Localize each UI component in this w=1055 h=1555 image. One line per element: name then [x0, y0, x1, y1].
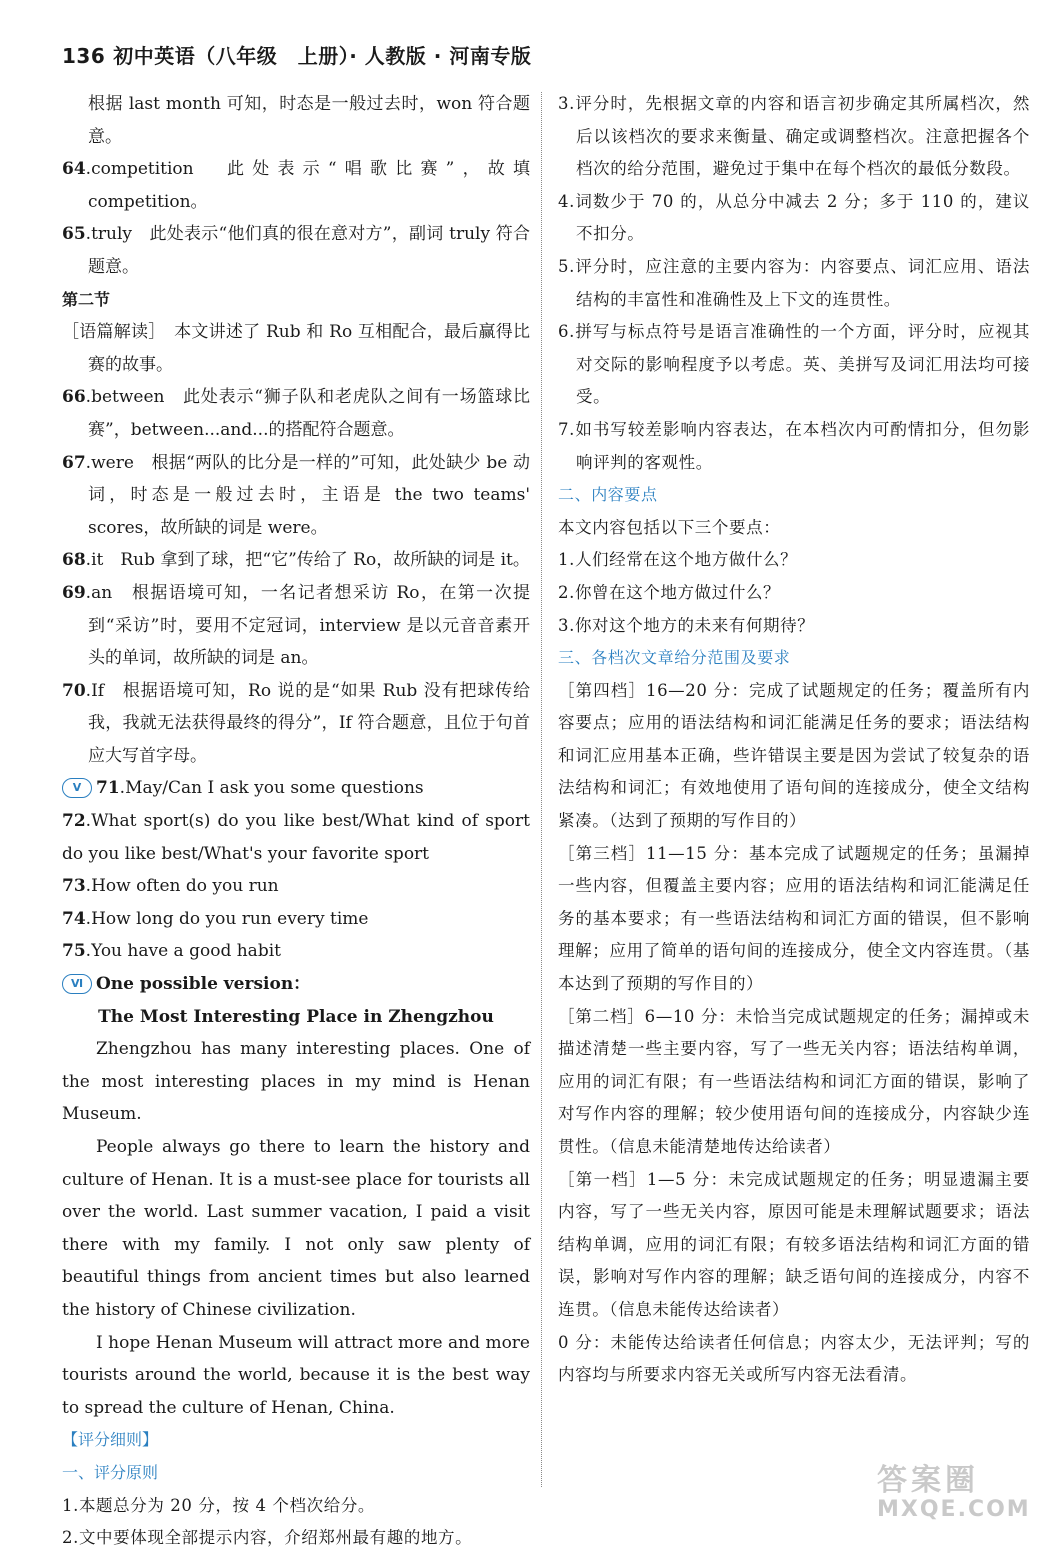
- level-0: 0 分：未能传达给读者任何信息；内容太少，无法评判；写的内容均与所要求内容无关或所写内容无法看清。: [558, 1332, 1030, 1385]
- rule-2: 2.文中要体现全部提示内容，介绍郑州最有趣的地方。: [62, 1528, 473, 1548]
- answer-70: 70.If 根据语境可知，Ro 说的是“如果 Rub 没有把球传给我，我就无法获得最终的得分”，If 符合题意，且位于句首应大写首字母。: [62, 680, 530, 766]
- essay-paragraph-3: I hope Henan Museum will attract more and more tourists around the world, because it is the best way to spread the culture of Henan, China.: [62, 1332, 530, 1418]
- book-title: 初中英语（八年级 上册）· 人教版 · 河南专版: [113, 44, 532, 68]
- essay-title: The Most Interesting Place in Zhengzhou: [98, 1006, 494, 1027]
- essay-paragraph-2: People always go there to learn the history and culture of Henan. It is a must-see place for tourists all over the world. Last summer vacation, I paid a visit there with my family. I not only saw plenty of beautiful things from ancient times but also learned the history of Chinese civilization.: [62, 1137, 530, 1320]
- rule-4: 4.词数少于 70 的，从总分中减去 2 分；多于 110 的，建议不扣分。: [558, 191, 1030, 244]
- rule-7: 7.如书写较差影响内容表达，在本档次内可酌情扣分，但勿影响评判的客观性。: [558, 419, 1030, 472]
- rule-6: 6.拼写与标点符号是语言准确性的一个方面，评分时，应视其对交际的影响程度予以考虑。英、美拼写及词汇用法均可接受。: [558, 322, 1030, 407]
- section-vi-badge: Ⅵ: [62, 974, 92, 994]
- answer-67: 67.were 根据“两队的比分是一样的”可知，此处缺少 be 动词，时态是一般过去时，主语是 the two teams' scores，故所缺的词是 were。: [62, 452, 530, 538]
- content-points-title: 二、内容要点: [558, 485, 658, 505]
- rule-5: 5.评分时，应注意的主要内容为：内容要点、词汇应用、语法结构的丰富性和准确性及上下文的连贯性。: [558, 256, 1030, 309]
- answer-65: 65.truly 此处表示“他们真的很在意对方”，副词 truly 符合题意。: [62, 224, 530, 277]
- content-points-intro: 本文内容包括以下三个要点：: [558, 517, 781, 537]
- answer-66: 66.between 此处表示“狮子队和老虎队之间有一场篮球比赛”，between...and...的搭配符合题意。: [62, 387, 530, 440]
- site-watermark: 答案圈 MXQE.COM: [877, 1463, 1031, 1522]
- content-point-2: 2.你曾在这个地方做过什么？: [558, 582, 781, 602]
- section-v-badge: Ⅴ: [62, 778, 92, 798]
- left-column: [62, 88, 530, 1555]
- page-header: [62, 40, 531, 74]
- content-point-1: 1.人们经常在这个地方做什么？: [558, 550, 798, 570]
- grading-title: 【评分细则】: [62, 1430, 159, 1450]
- principles-title: 一、评分原则: [62, 1462, 159, 1482]
- levels-title: 三、各档次文章给分范围及要求: [558, 648, 791, 668]
- right-column: [558, 88, 1030, 1392]
- answer-68: 68.it Rub 拿到了球，把“它”传给了 Ro，故所缺的词是 it。: [62, 550, 530, 571]
- answer-63-cont: 根据 last month 可知，时态是一般过去时，won 符合题意。: [88, 94, 530, 147]
- rule-1: 1.本题总分为 20 分，按 4 个档次给分。: [62, 1495, 376, 1515]
- level-1: ［第一档］1—5 分：未完成试题规定的任务；明显遗漏主要内容，写了一些无关内容，原因可能是未理解试题要求；语法结构单调，应用的词汇有限；有较多语法结构和词汇方面的错误，影响对写作内容的理解；缺乏语句间的连接成分，内容不连贯。（信息未能传达给读者）: [558, 1169, 1030, 1319]
- section-heading: 第二节: [62, 289, 111, 309]
- column-divider: [541, 92, 542, 1487]
- sample-essay-label: Ⅵ One possible version：: [62, 968, 530, 1001]
- answer-69: 69.an 根据语境可知，一名记者想采访 Ro，在第一次提到“采访”时，要用不定冠词，interview 是以元音音素开头的单词，故所缺的词是 an。: [62, 582, 530, 669]
- essay-paragraph-1: Zhengzhou has many interesting places. One of the most interesting places in my mind is Henan Museum.: [62, 1039, 530, 1125]
- answer-75: 75.You have a good habit: [62, 941, 281, 962]
- passage-summary: ［语篇解读］ 本文讲述了 Rub 和 Ro 互相配合，最后赢得比赛的故事。: [62, 322, 530, 375]
- answer-73: 73.How often do you run: [62, 876, 279, 897]
- level-2: ［第二档］6—10 分：未恰当完成试题规定的任务；漏掉或未描述清楚一些主要内容，写了一些无关内容；语法结构单调，应用的词汇有限；有一些语法结构和词汇方面的错误，影响了对写作内容的理解；较少使用语句间的连接成分，内容缺少连贯性。（信息未能清楚地传达给读者）: [558, 1006, 1030, 1156]
- page-number: 136: [62, 44, 106, 68]
- rule-3: 3.评分时，先根据文章的内容和语言初步确定其所属档次，然后以该档次的要求来衡量、确定或调整档次。注意把握各个档次的给分范围，避免过于集中在每个档次的最低分数段。: [558, 94, 1030, 179]
- answer-64: 64.competition 此处表示“唱歌比赛”，故填 competition。: [62, 159, 530, 212]
- answer-72: 72.What sport(s) do you like best/What kind of sport do you like best/What's your favorite sport: [62, 811, 530, 864]
- level-3: ［第三档］11—15 分：基本完成了试题规定的任务；虽漏掉一些内容，但覆盖主要内容；应用的语法结构和词汇能满足任务的基本要求；有一些语法结构和词汇方面的错误，但不影响理解；应用了简单的语句间的连接成分，使全文内容连贯。（基本达到了预期的写作目的）: [558, 843, 1030, 994]
- level-4: ［第四档］16—20 分：完成了试题规定的任务；覆盖所有内容要点；应用的语法结构和词汇能满足任务的要求；语法结构和词汇应用基本正确，些许错误主要是因为尝试了较复杂的语法结构和词汇；有效地使用了语句间的连接成分，使全文结构紧凑。（达到了预期的写作目的）: [558, 680, 1030, 831]
- answer-71: Ⅴ 71.May/Can I ask you some questions: [62, 772, 530, 805]
- content-point-3: 3.你对这个地方的未来有何期待？: [558, 615, 815, 635]
- answer-74: 74.How long do you run every time: [62, 908, 369, 929]
